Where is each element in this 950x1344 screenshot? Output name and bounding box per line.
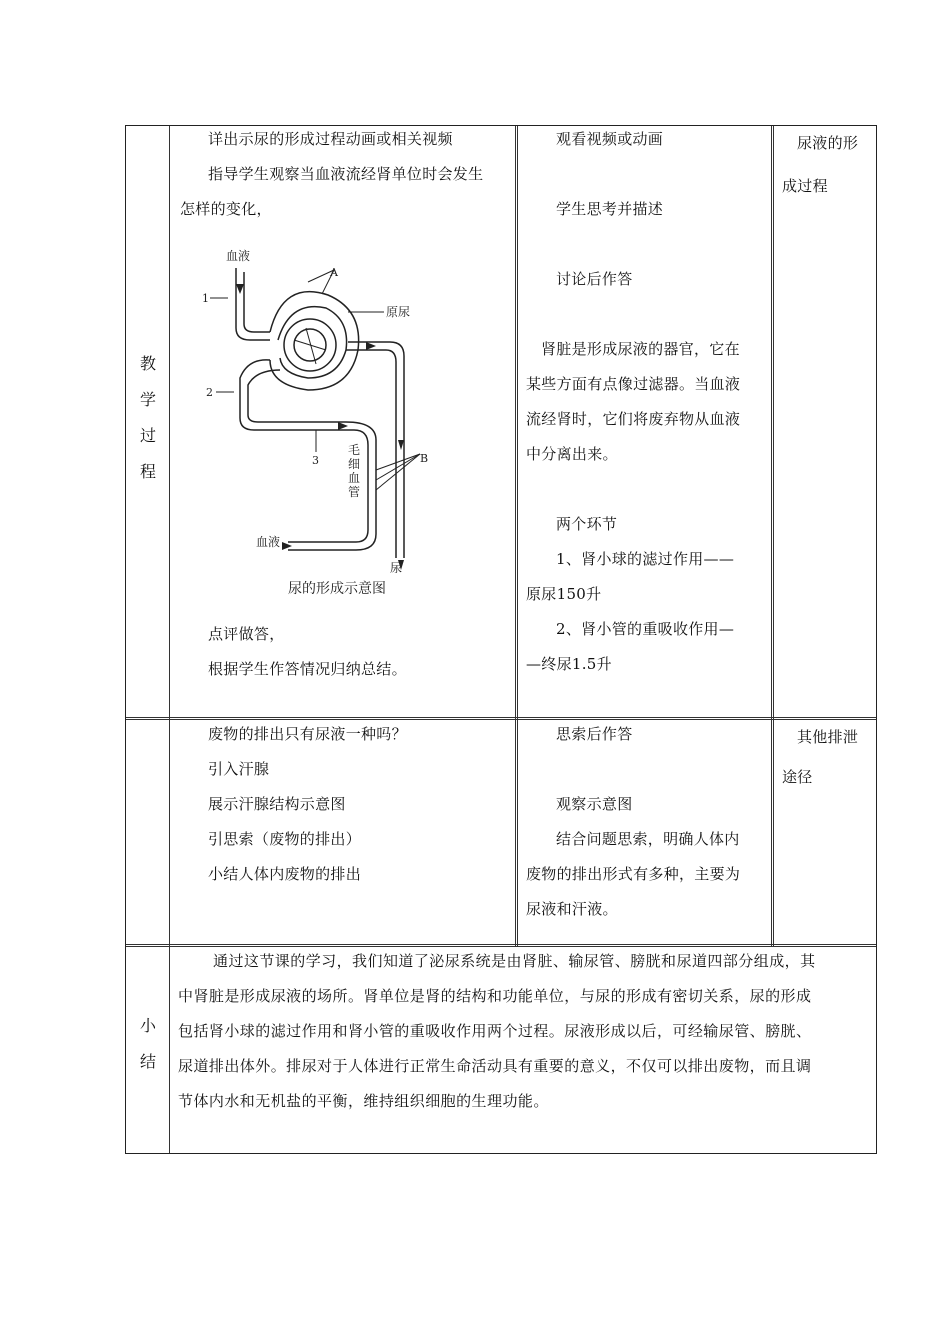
teacher-activity-2: 废物的排出只有尿液一种吗？ 引入汗腺 展示汗腺结构示意图 引思索（废物的排出） 小结人体内废物的排出 (208, 725, 407, 883)
label-B: B (420, 452, 429, 465)
label-primary-urine: 原尿 (386, 305, 411, 319)
label-1: 1 (202, 292, 209, 305)
teacher-line: 指导学生观察当血液流经肾单位时会发生 (208, 165, 484, 183)
teacher-activity-1 (178, 122, 513, 227)
teacher-line: 详出示尿的形成过程动画或相关视频 (208, 130, 453, 148)
label-blood-bottom: 血液 (256, 535, 281, 549)
label-2: 2 (206, 386, 213, 399)
label-capillary-1: 毛 (348, 443, 361, 457)
section-label-teaching-process: 教 学 过 程 (139, 354, 156, 481)
label-A: A (330, 266, 338, 279)
design-purpose-1: 尿液的形 成过程 (782, 134, 859, 195)
summary-text: 通过这节课的学习，我们知道了泌尿系统是由肾脏、输尿管、膀胱和尿道四部分组成，其 中肾脏是形成尿液的场所。肾单位是肾的结构和功能单位，与尿的形成有密切关系，尿的形成 包括肾小球的滤过作用和肾小管的重吸收作用两个过程。尿液形成以后，可经输尿管、膀胱、 尿道排出体外。排尿对于人体进行正常生命活动具有重要的意义，不仅可以排出废物，而且调 节体内水和无机盐的平衡，维持组织细胞的生理功能。 (178, 952, 816, 1110)
label-capillary-4: 管 (348, 485, 361, 499)
col-divider-purpose (771, 126, 774, 946)
design-purpose-2: 其他排泄 途径 (782, 728, 859, 786)
label-capillary-3: 血 (348, 471, 361, 485)
section-label-summary: 小 结 (139, 1016, 156, 1071)
col-divider-student (515, 126, 518, 946)
label-blood-top: 血液 (226, 249, 251, 263)
teacher-activity-1-after (178, 617, 513, 687)
teacher-line: 根据学生作答情况归纳总结。 (208, 660, 407, 678)
label-3: 3 (312, 454, 319, 467)
diagram-caption: 尿的形成示意图 (288, 581, 386, 597)
label-urine: 尿 (390, 561, 403, 575)
urine-formation-diagram (198, 240, 438, 600)
student-activity-1: 观看视频或动画 学生思考并描述 讨论后作答 肾脏是形成尿液的器官，它在 某些方面有点像过滤器。当血液 流经肾时，它们将废弃物从血液 中分离出来。 两个环节 1、肾小球的滤过作用—— 原尿150升 2、肾小管的重吸收作用— —终尿1.5升 (526, 130, 741, 673)
student-activity-2: 思索后作答 观察示意图 结合问题思索，明确人体内 废物的排出形式有多种，主要为 尿液和汗液。 (526, 725, 741, 918)
label-capillary-2: 细 (348, 457, 361, 471)
col-divider-label (169, 126, 170, 1153)
teacher-line: 点评做答， (208, 625, 285, 643)
teacher-line: 怎样的变化， (180, 200, 272, 218)
